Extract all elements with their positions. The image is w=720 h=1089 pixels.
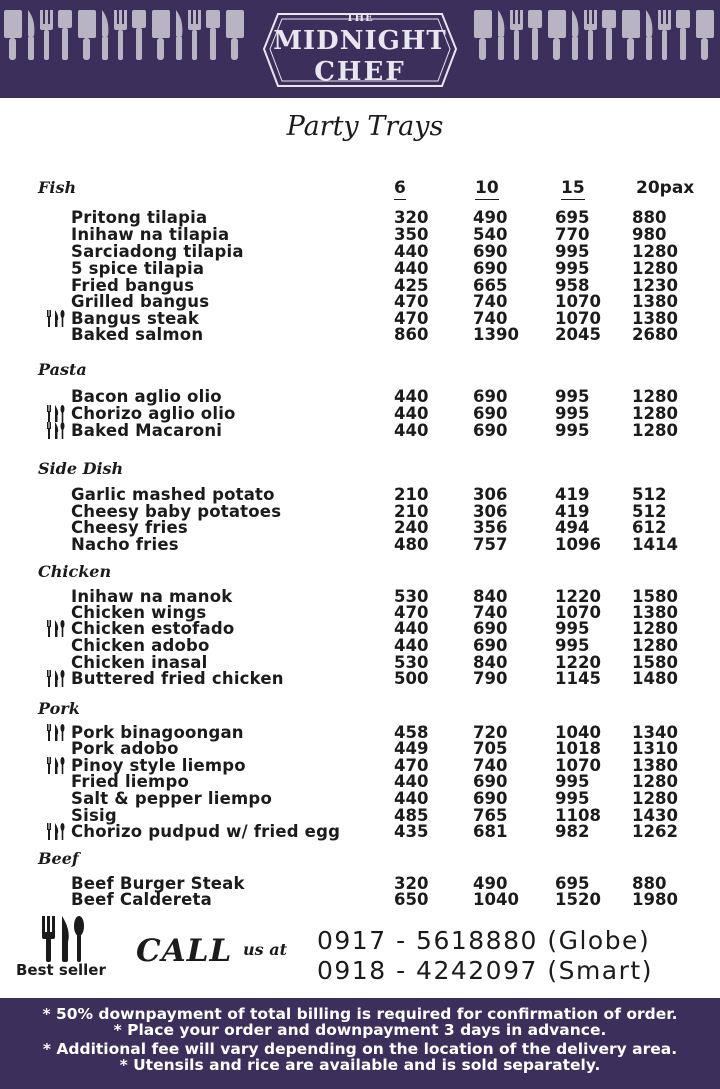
menu-item-price: 1414 — [632, 535, 678, 554]
menu-item-price: 1520 — [555, 890, 601, 909]
menu-item-price: 690 — [473, 387, 508, 406]
menu-item-price: 690 — [473, 636, 508, 655]
menu-item-name: Bangus steak — [71, 309, 199, 328]
menu-item-price: 512 — [632, 502, 667, 521]
note-delivery-fee: * Additional fee will vary depending on the location of the delivery area. — [42, 1040, 678, 1058]
menu-item-price: 1070 — [555, 292, 601, 311]
menu-item-price: 356 — [473, 518, 508, 537]
menu-item-price: 1280 — [632, 404, 678, 423]
menu-item-price: 1070 — [555, 309, 601, 328]
menu-item-price: 1430 — [632, 806, 678, 825]
menu-item-row — [0, 638, 720, 654]
menu-item-row — [0, 227, 720, 243]
menu-item-name: Beef Caldereta — [71, 890, 212, 909]
menu-item-row — [0, 294, 720, 310]
menu-item-price: 790 — [473, 669, 508, 688]
menu-item-name: Garlic mashed potato — [71, 485, 275, 504]
menu-item-price: 210 — [394, 502, 429, 521]
menu-item-row — [0, 389, 720, 405]
menu-item-price: 470 — [394, 603, 429, 622]
menu-item-name: Salt & pepper liempo — [71, 789, 272, 808]
menu-item-price: 419 — [555, 485, 590, 504]
menu-item-name: Chorizo pudpud w/ fried egg — [71, 822, 341, 841]
page-title: Party Trays — [286, 111, 444, 142]
menu-item-price: 440 — [394, 404, 429, 423]
phone-smart[interactable]: 0918 - 4242097 (Smart) — [317, 956, 653, 985]
menu-item-price: 440 — [394, 789, 429, 808]
menu-item-price: 440 — [394, 259, 429, 278]
menu-item-row — [0, 327, 720, 343]
menu-item-row — [0, 210, 720, 226]
best-seller-icon — [46, 757, 66, 775]
menu-item-price: 1040 — [473, 890, 519, 909]
menu-item-name: Buttered fried chicken — [71, 669, 284, 688]
menu-item-price: 530 — [394, 587, 429, 606]
menu-item-price: 695 — [555, 874, 590, 893]
menu-item-price: 1380 — [632, 603, 678, 622]
menu-item-price: 540 — [473, 225, 508, 244]
menu-item-price: 681 — [473, 822, 508, 841]
menu-item-price: 1070 — [555, 756, 601, 775]
menu-item-row — [0, 537, 720, 553]
best-seller-icon — [46, 422, 66, 440]
menu-item-row — [0, 774, 720, 790]
phone-globe[interactable]: 0917 - 5618880 (Globe) — [317, 926, 651, 955]
menu-item-row — [0, 423, 720, 439]
menu-item-price: 1280 — [632, 636, 678, 655]
note-downpayment: * 50% downpayment of total billing is required for confirmation of order. — [42, 1005, 678, 1023]
menu-item-price: 1070 — [555, 603, 601, 622]
menu-item-price: 995 — [555, 404, 590, 423]
menu-item-price: 995 — [555, 421, 590, 440]
column-header-10: 10 — [475, 178, 499, 198]
section-heading: Beef — [38, 849, 79, 868]
menu-item-price: 1310 — [632, 739, 678, 758]
menu-item-row — [0, 520, 720, 536]
menu-item-price: 480 — [394, 535, 429, 554]
column-header-15: 15 — [561, 178, 585, 198]
menu-item-name: Sisig — [71, 806, 117, 825]
menu-item-price: 1380 — [632, 292, 678, 311]
call-heading: CALL — [136, 933, 233, 969]
utensils-pattern-icon — [4, 6, 250, 62]
best-seller-icon — [46, 620, 66, 638]
menu-item-price: 1262 — [632, 822, 678, 841]
menu-item-price: 860 — [394, 325, 429, 344]
menu-item-price: 490 — [473, 208, 508, 227]
menu-item-price: 419 — [555, 502, 590, 521]
menu-item-price: 490 — [473, 874, 508, 893]
menu-item-name: Fried bangus — [71, 276, 195, 295]
menu-item-price: 320 — [394, 874, 429, 893]
menu-item-name: Grilled bangus — [71, 292, 210, 311]
menu-item-name: Baked Macaroni — [71, 421, 223, 440]
menu-item-price: 1480 — [632, 669, 678, 688]
menu-item-name: Baked salmon — [71, 325, 204, 344]
menu-item-row — [0, 244, 720, 260]
column-header-20pax: 20pax — [636, 178, 695, 198]
logo-the: THE — [346, 13, 374, 24]
menu-item-name: Nacho fries — [71, 535, 179, 554]
menu-item-price: 1980 — [632, 890, 678, 909]
menu-item-price: 440 — [394, 421, 429, 440]
menu-item-price: 740 — [473, 309, 508, 328]
menu-item-price: 612 — [632, 518, 667, 537]
menu-item-row — [0, 791, 720, 807]
best-seller-icon — [46, 310, 66, 328]
menu-item-price: 350 — [394, 225, 429, 244]
menu-item-price: 995 — [555, 259, 590, 278]
section-heading: Side Dish — [38, 459, 124, 478]
note-advance: * Place your order and downpayment 3 days in advance. — [113, 1021, 607, 1039]
note-utensils-rice: * Utensils and rice are available and is sold separately. — [119, 1056, 601, 1074]
menu-item-price: 435 — [394, 822, 429, 841]
menu-item-price: 1108 — [555, 806, 601, 825]
menu-item-price: 1230 — [632, 276, 678, 295]
menu-item-row — [0, 741, 720, 757]
menu-item-price: 1580 — [632, 653, 678, 672]
menu-item-row — [0, 261, 720, 277]
menu-item-price: 500 — [394, 669, 429, 688]
menu-item-price: 470 — [394, 756, 429, 775]
section-heading: Pork — [38, 699, 80, 718]
menu-item-price: 690 — [473, 404, 508, 423]
menu-item-name: Chicken inasal — [71, 653, 208, 672]
menu-item-price: 720 — [473, 723, 508, 742]
menu-item-price: 449 — [394, 739, 429, 758]
menu-item-row — [0, 671, 720, 687]
menu-item-price: 757 — [473, 535, 508, 554]
menu-item-price: 1220 — [555, 587, 601, 606]
menu-item-name: Sarciadong tilapia — [71, 242, 244, 261]
menu-item-price: 1040 — [555, 723, 601, 742]
menu-item-price: 2680 — [632, 325, 678, 344]
menu-item-name: Bacon aglio olio — [71, 387, 222, 406]
menu-item-price: 1280 — [632, 789, 678, 808]
utensils-pattern-icon — [474, 6, 720, 62]
menu-item-price: 665 — [473, 276, 508, 295]
menu-item-price: 690 — [473, 789, 508, 808]
menu-item-price: 320 — [394, 208, 429, 227]
best-seller-utensils-icon — [38, 914, 86, 964]
menu-item-price: 306 — [473, 485, 508, 504]
menu-item-price: 512 — [632, 485, 667, 504]
logo-chef: CHEF — [314, 57, 406, 87]
menu-item-price: 1380 — [632, 756, 678, 775]
menu-item-price: 210 — [394, 485, 429, 504]
menu-item-price: 1280 — [632, 772, 678, 791]
menu-item-price: 485 — [394, 806, 429, 825]
menu-item-price: 1096 — [555, 535, 601, 554]
best-seller-label: Best seller — [16, 961, 106, 979]
menu-item-price: 1220 — [555, 653, 601, 672]
menu-item-price: 740 — [473, 603, 508, 622]
menu-item-price: 840 — [473, 587, 508, 606]
section-heading: Chicken — [38, 562, 112, 581]
menu-item-price: 1380 — [632, 309, 678, 328]
menu-item-price: 1340 — [632, 723, 678, 742]
menu-item-price: 1018 — [555, 739, 601, 758]
menu-item-name: Inihaw na manok — [71, 587, 233, 606]
menu-item-name: Chicken estofado — [71, 619, 235, 638]
menu-item-name: Pritong tilapia — [71, 208, 208, 227]
logo-midnight: MIDNIGHT — [273, 26, 447, 56]
menu-item-price: 1280 — [632, 421, 678, 440]
menu-item-price: 980 — [632, 225, 667, 244]
menu-item-price: 840 — [473, 653, 508, 672]
menu-item-price: 650 — [394, 890, 429, 909]
column-header-6: 6 — [394, 178, 406, 198]
menu-item-price: 1280 — [632, 387, 678, 406]
menu-item-name: Chorizo aglio olio — [71, 404, 236, 423]
menu-item-name: Chicken adobo — [71, 636, 210, 655]
menu-item-price: 1280 — [632, 619, 678, 638]
menu-item-row — [0, 621, 720, 637]
menu-item-price: 470 — [394, 292, 429, 311]
best-seller-icon — [46, 670, 66, 688]
menu-item-price: 1145 — [555, 669, 601, 688]
menu-item-price: 995 — [555, 772, 590, 791]
menu-item-price: 770 — [555, 225, 590, 244]
menu-item-row — [0, 406, 720, 422]
menu-item-price: 995 — [555, 619, 590, 638]
menu-item-price: 690 — [473, 421, 508, 440]
menu-item-price: 690 — [473, 259, 508, 278]
menu-item-price: 1280 — [632, 259, 678, 278]
menu-item-price: 995 — [555, 636, 590, 655]
header-banner — [0, 0, 720, 98]
call-us-at: us at — [243, 940, 287, 959]
menu-item-name: Cheesy fries — [71, 518, 188, 537]
menu-item-name: 5 spice tilapia — [71, 259, 205, 278]
menu-item-name: Beef Burger Steak — [71, 874, 245, 893]
menu-item-price: 958 — [555, 276, 590, 295]
menu-item-name: Pork binagoongan — [71, 723, 244, 742]
menu-item-price: 740 — [473, 292, 508, 311]
menu-item-name: Chicken wings — [71, 603, 207, 622]
menu-item-price: 695 — [555, 208, 590, 227]
section-heading: Pasta — [38, 360, 87, 379]
menu-item-price: 880 — [632, 208, 667, 227]
menu-item-price: 440 — [394, 242, 429, 261]
menu-item-price: 458 — [394, 723, 429, 742]
menu-item-price: 765 — [473, 806, 508, 825]
section-heading: Fish — [38, 178, 77, 197]
menu-item-price: 690 — [473, 619, 508, 638]
menu-item-name: Pork adobo — [71, 739, 179, 758]
footer-notes — [0, 998, 720, 1089]
menu-item-price: 1390 — [473, 325, 519, 344]
menu-item-name: Inihaw na tilapia — [71, 225, 230, 244]
menu-item-price: 440 — [394, 387, 429, 406]
menu-item-price: 995 — [555, 789, 590, 808]
menu-item-name: Cheesy baby potatoes — [71, 502, 282, 521]
menu-item-price: 530 — [394, 653, 429, 672]
menu-item-name: Fried liempo — [71, 772, 189, 791]
best-seller-icon — [46, 724, 66, 742]
best-seller-icon — [46, 823, 66, 841]
menu-item-price: 880 — [632, 874, 667, 893]
menu-item-price: 440 — [394, 619, 429, 638]
menu-item-price: 470 — [394, 309, 429, 328]
menu-item-row — [0, 824, 720, 840]
menu-item-row — [0, 892, 720, 908]
menu-item-price: 306 — [473, 502, 508, 521]
menu-item-price: 1280 — [632, 242, 678, 261]
menu-item-price: 690 — [473, 772, 508, 791]
menu-item-price: 1580 — [632, 587, 678, 606]
menu-item-price: 2045 — [555, 325, 601, 344]
menu-item-price: 690 — [473, 242, 508, 261]
menu-item-name: Pinoy style liempo — [71, 756, 246, 775]
menu-item-price: 440 — [394, 772, 429, 791]
menu-item-row — [0, 487, 720, 503]
best-seller-icon — [46, 405, 66, 423]
menu-item-price: 440 — [394, 636, 429, 655]
menu-item-price: 982 — [555, 822, 590, 841]
menu-item-price: 425 — [394, 276, 429, 295]
logo — [256, 6, 464, 92]
menu-item-price: 740 — [473, 756, 508, 775]
menu-item-price: 705 — [473, 739, 508, 758]
menu-item-price: 995 — [555, 242, 590, 261]
menu-item-price: 494 — [555, 518, 590, 537]
menu-item-price: 995 — [555, 387, 590, 406]
menu-item-price: 240 — [394, 518, 429, 537]
